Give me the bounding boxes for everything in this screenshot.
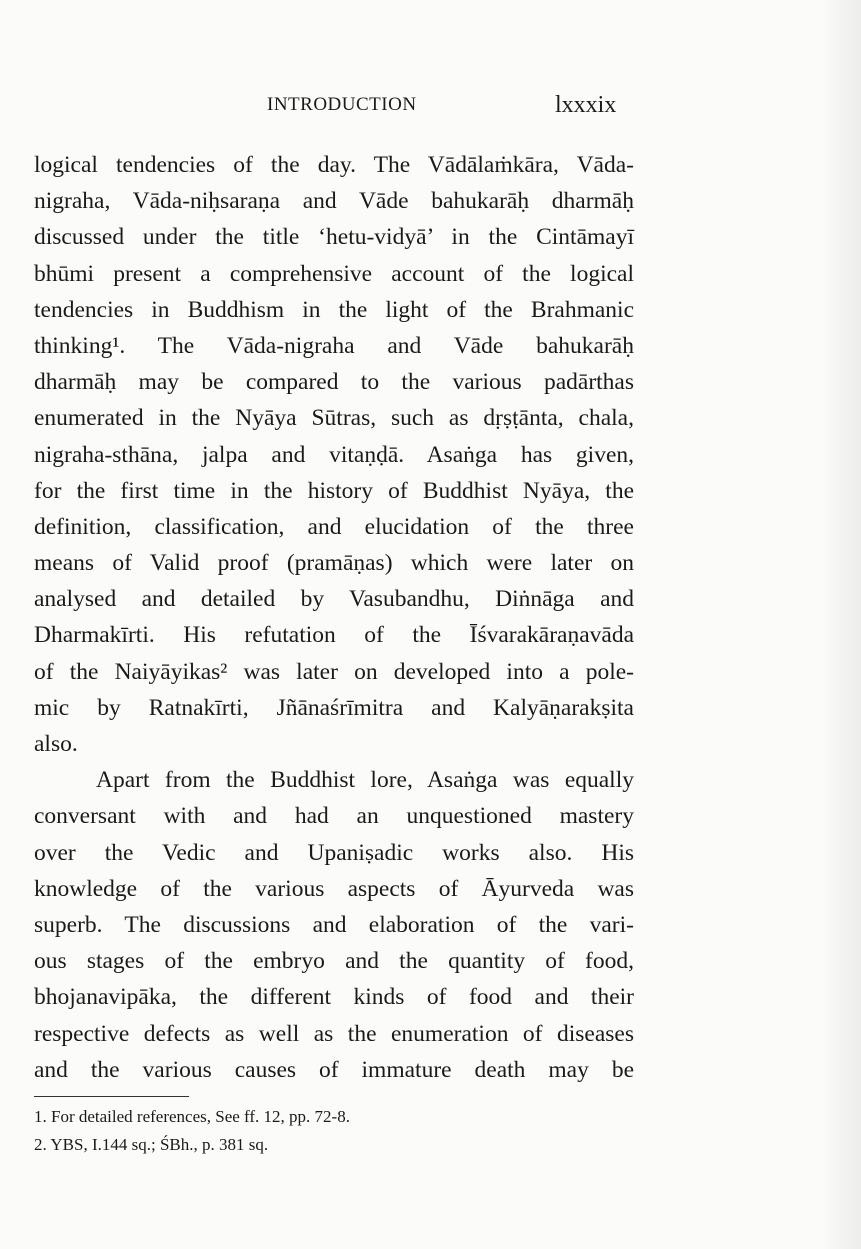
text-line: superb. The discussions and elaboration of the vari- <box>34 911 634 938</box>
text-line: knowledge of the various aspects of Āyurveda was <box>34 875 634 902</box>
text-line: means of Valid proof (pramāṇas) which were later on <box>34 550 634 577</box>
text-line: discussed under the title ‘hetu-vidyā’ in the Cintāmayī <box>34 224 634 251</box>
text-line: dharmāḥ may be compared to the various padārthas <box>34 369 634 396</box>
text-line: thinking¹. The Vāda-nigraha and Vāde bahukarāḥ <box>34 332 634 359</box>
text-line: of the Naiyāyikas² was later on developed into a pole- <box>34 658 634 685</box>
text-line: nigraha-sthāna, jalpa and vitaṇḍā. Asaṅga has given, <box>34 441 634 468</box>
text-line: bhūmi present a comprehensive account of the logical <box>34 260 634 287</box>
text-line: nigraha, Vāda-niḥsaraṇa and Vāde bahukarāḥ dharmāḥ <box>34 188 634 215</box>
text-line: tendencies in Buddhism in the light of the Brahmanic <box>34 296 634 323</box>
text-line: conversant with and had an unquestioned mastery <box>34 803 634 830</box>
text-line: definition, classification, and elucidation of the three <box>34 513 634 540</box>
text-line: and the various causes of immature death may be <box>34 1056 634 1083</box>
text-line: ous stages of the embryo and the quantity of food, <box>34 948 634 975</box>
footnote: 2. YBS, I.144 sq.; ŚBh., p. 381 sq. <box>34 1135 269 1154</box>
text-line: respective defects as well as the enumeration of diseases <box>34 1020 634 1047</box>
text-line: also. <box>34 731 78 757</box>
text-line: for the first time in the history of Buddhist Nyāya, the <box>34 477 634 504</box>
body-text <box>34 147 634 1088</box>
text-line: analysed and detailed by Vasubandhu, Diṅnāga and <box>34 586 634 613</box>
footnote: 1. For detailed references, See ff. 12, pp. 72-8. <box>34 1107 350 1126</box>
text-line: Dharmakīrti. His refutation of the Īśvarakāraṇavāda <box>34 622 634 649</box>
text-line: over the Vedic and Upaniṣadic works also. His <box>34 839 634 866</box>
running-header <box>0 94 861 124</box>
page-number: lxxxix <box>555 92 617 118</box>
page-edge-shadow <box>821 0 861 1249</box>
footnote-rule <box>34 1096 189 1097</box>
text-line: mic by Ratnakīrti, Jñānaśrīmitra and Kalyāṇarakṣita <box>34 694 634 721</box>
text-line: Apart from the Buddhist lore, Asaṅga was equally <box>96 767 634 794</box>
text-line: enumerated in the Nyāya Sūtras, such as dṛṣṭānta, chala, <box>34 405 634 432</box>
text-line: bhojanavipāka, the different kinds of food and their <box>34 984 634 1011</box>
text-line: logical tendencies of the day. The Vādālaṁkāra, Vāda- <box>34 152 634 178</box>
footnotes <box>34 1103 634 1159</box>
running-title: INTRODUCTION <box>267 94 417 115</box>
